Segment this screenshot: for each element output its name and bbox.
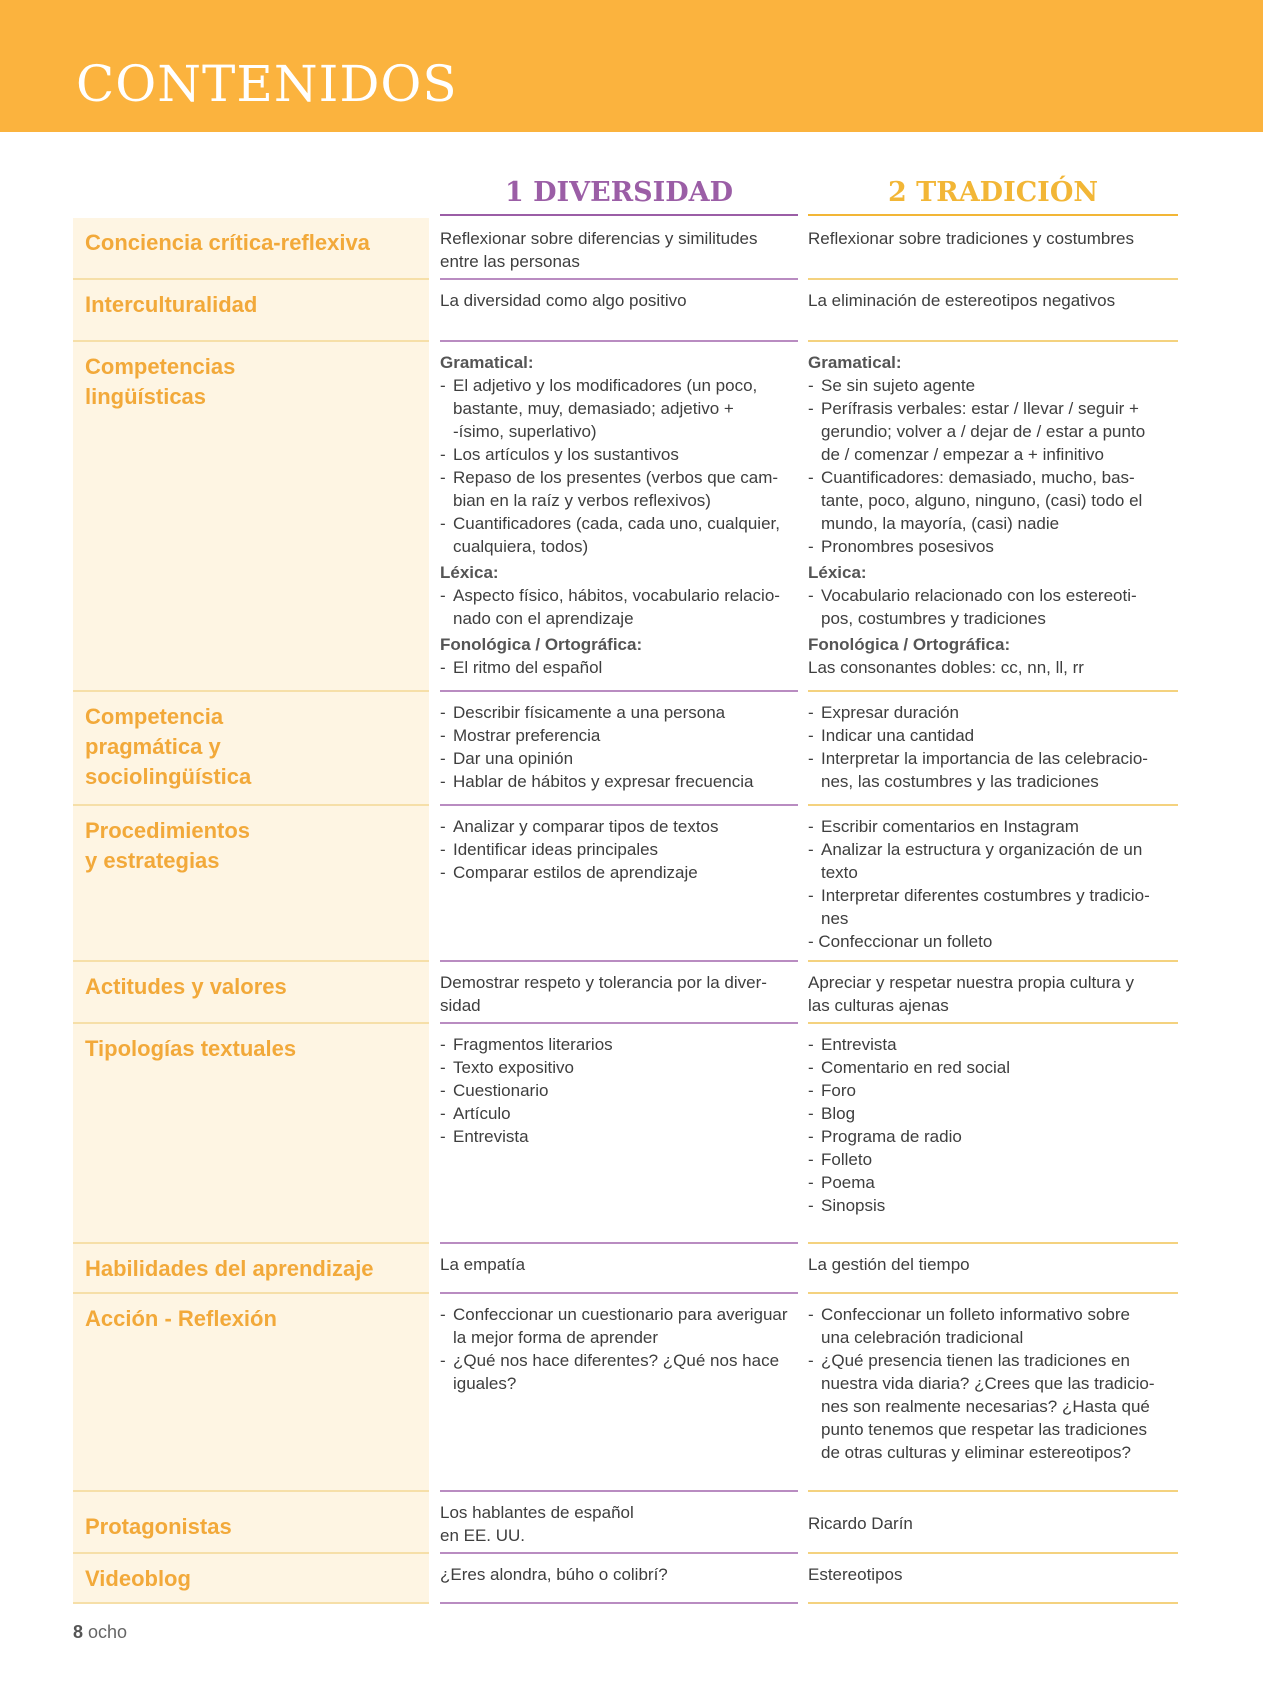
text-line: en EE. UU. [440,1526,526,1545]
row-competencia-pragmatica [0,692,1263,806]
text-line: - ¿Qué nos hace diferentes? ¿Qué nos hace [453,1351,780,1370]
label-line: sociolingüística [85,764,252,789]
list-item [808,701,1178,724]
text-line: nes son realmente necesarias? ¿Hasta qué [821,1397,1150,1416]
list-item: - Folleto [808,1148,1178,1171]
text-line: Apreciar y respetar nuestra propia cultura y [808,973,1134,992]
cell-diversidad [440,806,798,962]
list-item [808,747,1178,793]
text-line: de otras culturas y eliminar estereotipos? [821,1443,1131,1462]
list-item: - Cuestionario [440,1079,798,1102]
list-item: - Confeccionar un folleto [808,932,993,951]
text-line: punto tenemos que respetar las tradiciones [821,1420,1148,1439]
list-item: - Comparar estilos de aprendizaje [440,861,798,884]
text-line: - Interpretar diferentes costumbres y tradicio- [821,886,1150,905]
text-line: sidad [440,996,481,1015]
list-item [808,374,1178,397]
list-item [440,374,798,443]
list-gramatical [808,374,1178,558]
page-word: ocho [88,1622,128,1642]
list-item: - El ritmo del español [440,656,798,679]
row-label: Conciencia crítica-reflexiva [73,218,429,280]
row-label: Protagonistas [73,1492,429,1554]
cell-diversidad [440,1492,798,1554]
cell-diversidad [440,962,798,1024]
text-line: - ¿Qué presencia tienen las tradiciones en [821,1351,1131,1370]
list [808,1303,1178,1464]
list-item [440,584,798,630]
text-line: la mejor forma de aprender [453,1328,659,1347]
list-item: - Hablar de hábitos y expresar frecuencia [440,770,798,793]
cell-tradicion [808,962,1178,1024]
list-item: - Programa de radio [808,1125,1178,1148]
text-line: - Aspecto físico, hábitos, vocabulario relacio- [453,586,780,605]
row-videoblog [0,1554,1263,1604]
subheading-fonologica: Fonológica / Ortográfica: [808,635,1011,654]
page-footer [73,1622,127,1643]
row-label: Acción - Reflexión [73,1294,429,1492]
cell-diversidad [440,1024,798,1244]
cell-diversidad [440,1554,798,1604]
list-item [808,838,1178,884]
list-item [440,1303,798,1349]
list-item [440,443,798,466]
list-item: - Fragmentos literarios [440,1033,798,1056]
text-line: Los hablantes de español [440,1503,634,1522]
list [440,701,798,793]
cell-tradicion [808,1024,1178,1244]
text-line: tante, poco, alguno, ninguno, (casi) todo el [821,491,1143,510]
cell-tradicion [808,1294,1178,1492]
column-header-tradicion: 2 TRADICIÓN [808,172,1178,216]
list-item: - Sinopsis [808,1194,1178,1217]
text-line: Las consonantes dobles: cc, nn, ll, rr [808,658,1084,677]
column-header-diversidad: 1 DIVERSIDAD [440,172,798,216]
label-line: Competencias [85,354,236,379]
text-line: texto [821,863,858,882]
text-line: Reflexionar sobre tradiciones y costumbres [808,229,1134,248]
list-lexica [808,584,1178,630]
text-line: - Confeccionar un cuestionario para averiguar [453,1305,788,1324]
text-line: - Cuantificadores (cada, cada uno, cualquier, [453,514,780,533]
text-line: - Indicar una cantidad [821,726,975,745]
label-line: pragmática y [85,734,221,759]
list [440,815,798,884]
row-label [73,342,429,692]
row-interculturalidad [0,280,1263,342]
row-actitudes [0,962,1263,1024]
list-item: - Analizar y comparar tipos de textos [440,815,798,838]
list-item: - Artículo [440,1102,798,1125]
text-line: - El adjetivo y los modificadores (un poco, [453,376,758,395]
text-line: - Repaso de los presentes (verbos que cam- [453,468,779,487]
list-item: - Texto expositivo [440,1056,798,1079]
text-line: La eliminación de estereotipos negativos [808,291,1116,310]
list-item: - Identificar ideas principales [440,838,798,861]
cell-diversidad [440,692,798,806]
list-item [808,884,1178,930]
list-item [808,1303,1178,1349]
subheading-lexica: Léxica: [440,563,499,582]
list-gramatical [440,374,798,558]
list [440,1033,798,1148]
text-line: bastante, muy, demasiado; adjetivo + [453,399,734,418]
label-line: lingüísticas [85,384,207,409]
cell-tradicion [808,1244,1178,1294]
text-line: mundo, la mayoría, (casi) nadie [821,514,1060,533]
list-item: - Entrevista [808,1033,1178,1056]
subheading-fonologica: Fonológica / Ortográfica: [440,635,643,654]
list [808,815,1178,953]
text-line: - Perífrasis verbales: estar / llevar / seguir + [821,399,1139,418]
text-line: Demostrar respeto y tolerancia por la diver- [440,973,767,992]
list-item [440,512,798,558]
text-line: - Vocabulario relacionado con los estereoti- [821,586,1137,605]
text-line: - Confeccionar un folleto informativo sobre [821,1305,1130,1324]
cell-tradicion [808,218,1178,280]
row-competencias-linguisticas [0,342,1263,692]
list-item: - Describir físicamente a una persona [440,701,798,724]
cell-diversidad [440,1294,798,1492]
cell-tradicion [808,280,1178,342]
text-line: - Pronombres posesivos [821,537,994,556]
text-line: nuestra vida diaria? ¿Crees que las tradicio- [821,1374,1155,1393]
list-item [808,1349,1178,1464]
row-label: Videoblog [73,1554,429,1604]
text-line: La empatía [440,1255,526,1274]
text-line: pos, costumbres y tradiciones [821,609,1046,628]
row-accion-reflexion [0,1294,1263,1492]
list-item: - Mostrar preferencia [440,724,798,747]
list-item [808,466,1178,535]
text-line: iguales? [453,1374,517,1393]
list-item [808,535,1178,558]
cell-diversidad [440,1244,798,1294]
row-label: Actitudes y valores [73,962,429,1024]
list-item: - Dar una opinión [440,747,798,770]
text-line: La diversidad como algo positivo [440,291,687,310]
text-line: cualquiera, todos) [453,537,589,556]
row-label: Habilidades del aprendizaje [73,1244,429,1294]
list [440,1303,798,1395]
list-item: - Foro [808,1079,1178,1102]
list-item [440,466,798,512]
list-item [808,397,1178,466]
text-line: una celebración tradicional [821,1328,1024,1347]
text-line: de / comenzar / empezar a + infinitivo [821,445,1104,464]
subheading-gramatical: Gramatical: [808,353,902,372]
list-fonologica [440,656,798,679]
list-item: - Comentario en red social [808,1056,1178,1079]
text-line: - Analizar la estructura y organización de un [821,840,1143,859]
text-line: La gestión del tiempo [808,1255,970,1274]
cell-tradicion [808,1554,1178,1604]
row-label: Tipologías textuales [73,1024,429,1244]
text-line: nes, las costumbres y las tradiciones [821,772,1099,791]
row-protagonistas [0,1492,1263,1554]
row-label [73,806,429,962]
row-label [73,692,429,806]
text-line: - Interpretar la importancia de las celebracio- [821,749,1148,768]
list [808,701,1178,793]
list-item: - Blog [808,1102,1178,1125]
row-procedimientos [0,806,1263,962]
subheading-gramatical: Gramatical: [440,353,534,372]
list-item [440,1349,798,1395]
text-line: las culturas ajenas [808,996,949,1015]
text-line: nes [821,909,849,928]
row-label: Interculturalidad [73,280,429,342]
list-item [808,815,1178,838]
text-line: entre las personas [440,252,580,271]
text-line: Estereotipos [808,1565,903,1584]
list-lexica [440,584,798,630]
cell-tradicion [808,806,1178,962]
text-line: -ísimo, superlativo) [453,422,597,441]
text-line: - Se sin sujeto agente [821,376,976,395]
cell-tradicion [808,342,1178,692]
text-line: Reflexionar sobre diferencias y similitudes [440,229,758,248]
list [808,1033,1178,1217]
label-line: y estrategias [85,848,220,873]
text-line: bian en la raíz y verbos reflexivos) [453,491,711,510]
row-conciencia [0,218,1263,280]
cell-diversidad [440,218,798,280]
row-habilidades [0,1244,1263,1294]
text-line: Ricardo Darín [808,1514,913,1533]
text-line: ¿Eres alondra, búho o colibrí? [440,1565,668,1584]
text-line: nado con el aprendizaje [453,609,634,628]
text-line: - Los artículos y los sustantivos [453,445,679,464]
label-line: Competencia [85,704,224,729]
page-title: CONTENIDOS [76,55,458,113]
list-item [808,584,1178,630]
label-line: Procedimientos [85,818,251,843]
text-line: gerundio; volver a / dejar de / estar a punto [821,422,1146,441]
list-item [808,724,1178,747]
text-line: - Escribir comentarios en Instagram [821,817,1079,836]
list-item: - Poema [808,1171,1178,1194]
text-line: - Cuantificadores: demasiado, mucho, bas- [821,468,1135,487]
page-number: 8 [73,1622,84,1642]
cell-diversidad [440,342,798,692]
cell-diversidad [440,280,798,342]
cell-tradicion [808,1492,1178,1554]
row-tipologias [0,1024,1263,1244]
text-line: - Expresar duración [821,703,959,722]
cell-tradicion [808,692,1178,806]
subheading-lexica: Léxica: [808,563,867,582]
list-item: - Entrevista [440,1125,798,1148]
